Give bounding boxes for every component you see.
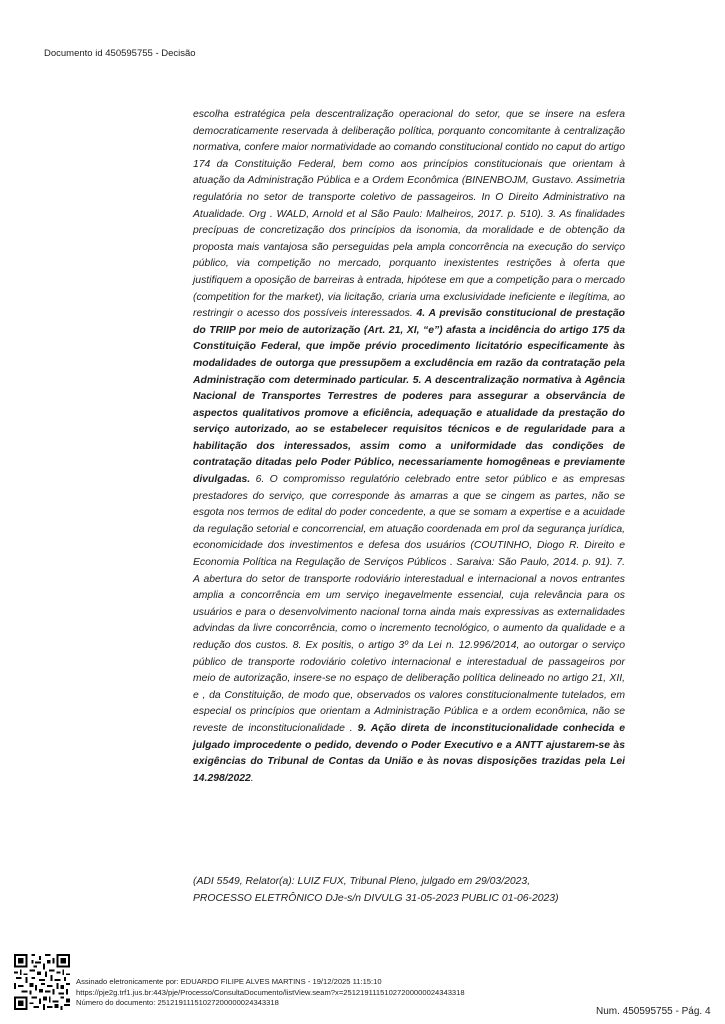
document-url-link[interactable]: https://pje2g.trf1.jus.br:443/pje/Processo/ConsultaDocumento/listView.seam?x=25121911151027200000024343318 bbox=[76, 987, 465, 997]
body-bold-segment-2: 9. Ação direta de inconstitucionalidade conhecida e julgado improcedente o pedido, devendo o Poder Executivo e a ANTT ajustarem-se às exigências do Tribunal de Contas da União e às novas disposições trazidas pela Lei 14.298/2022 bbox=[193, 722, 625, 784]
citation-line-2: PROCESSO ELETRÔNICO DJe-s/n DIVULG 31-05-2023 PUBLIC 01-06-2023) bbox=[193, 892, 559, 904]
body-paragraph-2: 6. O compromisso regulatório celebrado entre setor público e as empresas prestadores do serviço, que corresponde às amarras a que se cingem as partes, não se esgota nos termos de edital do poder concedente, a que se somam a expertise e a acuidade da regulação setorial e concorrencial, em atuação coordenada em prol da segurança jurídica, economicidade dos investimentos e defesa dos usuários (COUTINHO, Diogo R. Direito e Economia Política na Regulação de Serviços Públicos . Saraiva: São Paulo, 2014. p. 91). 7. A abertura do setor de transporte rodoviário interestadual e internacional a novos entrantes amplia a concorrência em um serviço inegavelmente essencial, cuja relevância para os usuários e para o desenvolvimento nacional torna ainda mais expressivas as externalidades advindas da livre concorrência, como o incremento tecnológico, o aumento da qualidade e a redução dos custos. 8. Ex positis, o artigo 3º da Lei n. 12.996/2014, ao outorgar o serviço público de transporte rodoviário coletivo internacional e interestadual de passageiros por meio de autorização, insere-se no espaço de deliberação política delineado no artigo 21, XII, e , da Constituição, de modo que, observados os valores constitucionalmente tutelados, em especial os princípios que orientam a Administração Pública e a ordem econômica, não se reveste de inconstitucionalidade . bbox=[193, 474, 625, 734]
body-paragraph-3: . bbox=[250, 772, 254, 784]
document-header: Documento id 450595755 - Decisão bbox=[44, 48, 196, 59]
citation-line-1: (ADI 5549, Relator(a): LUIZ FUX, Tribunal Pleno, julgado em 29/03/2023, bbox=[193, 876, 531, 887]
body-paragraph-1: escolha estratégica pela descentralização operacional do setor, que se insere na esfera democraticamente reservada à deliberação política, porquanto concomitante à centralização normativa, confere maior normatividade ao comando constitucional contido no caput do artigo 174 da Constituição Federal, bem como aos princípios constitucionais que orientam à atuação da Administração Pública e a Ordem Econômica (BINENBOJM, Gustavo. Assimetria regulatória no setor de transporte coletivo de passageiros. In O Direito Administrativo na Atualidade. Org . WALD, Arnold et al São Paulo: Malheiros, 2017. p. 510). 3. As finalidades precípuas de concretização dos princípios da isonomia, da moralidade e de obtenção da proposta mais vantajosa são perseguidas pela ampla concorrência na execução do serviço público, via competição no mercado, porquanto inexistentes restrições à oferta que justifiquem a oposição de barreiras à entrada, hipótese em que a competição para o mercado (competition for the market), via licitação, criaria uma exclusividade ineficiente e ilegítima, ao restringir o acesso dos possíveis interessados. bbox=[193, 109, 625, 320]
page-number: Num. 450595755 - Pág. 4 bbox=[596, 1006, 711, 1017]
case-citation bbox=[193, 874, 625, 907]
document-number-line: Número do documento: 25121911151027200000024343318 bbox=[76, 998, 279, 1008]
electronic-signature-block bbox=[76, 977, 556, 1009]
qr-code-icon bbox=[14, 954, 70, 1010]
body-bold-segment-1: 4. A previsão constitucional de prestação do TRIIP por meio de autorização (Art. 21, XI, “e”) afasta a incidência do artigo 175 da Constituição Federal, que impõe prévio procedimento licitatório especificamente às modalidades de outorga que pressupõem a excludência em razão da contratação pela Administração com determinado particular. 5. A descentralização normativa à Agência Nacional de Transportes Terrestres de poderes para assegurar a observância de aspectos qualitativos promove a eficiência, adequação e atualidade da prestação do serviço autorizado, ao se estabelecer requisitos técnicos e de regularidade para a habilitação dos interessados, assim como a uniformidade das condições de contratação ditadas pelo Poder Público, necessariamente homogêneas e previamente divulgadas. bbox=[193, 308, 625, 486]
signed-by-line: Assinado eletronicamente por: EDUARDO FILIPE ALVES MARTINS - 19/12/2025 11:15:10 bbox=[76, 977, 382, 986]
decision-body-text bbox=[193, 107, 625, 787]
